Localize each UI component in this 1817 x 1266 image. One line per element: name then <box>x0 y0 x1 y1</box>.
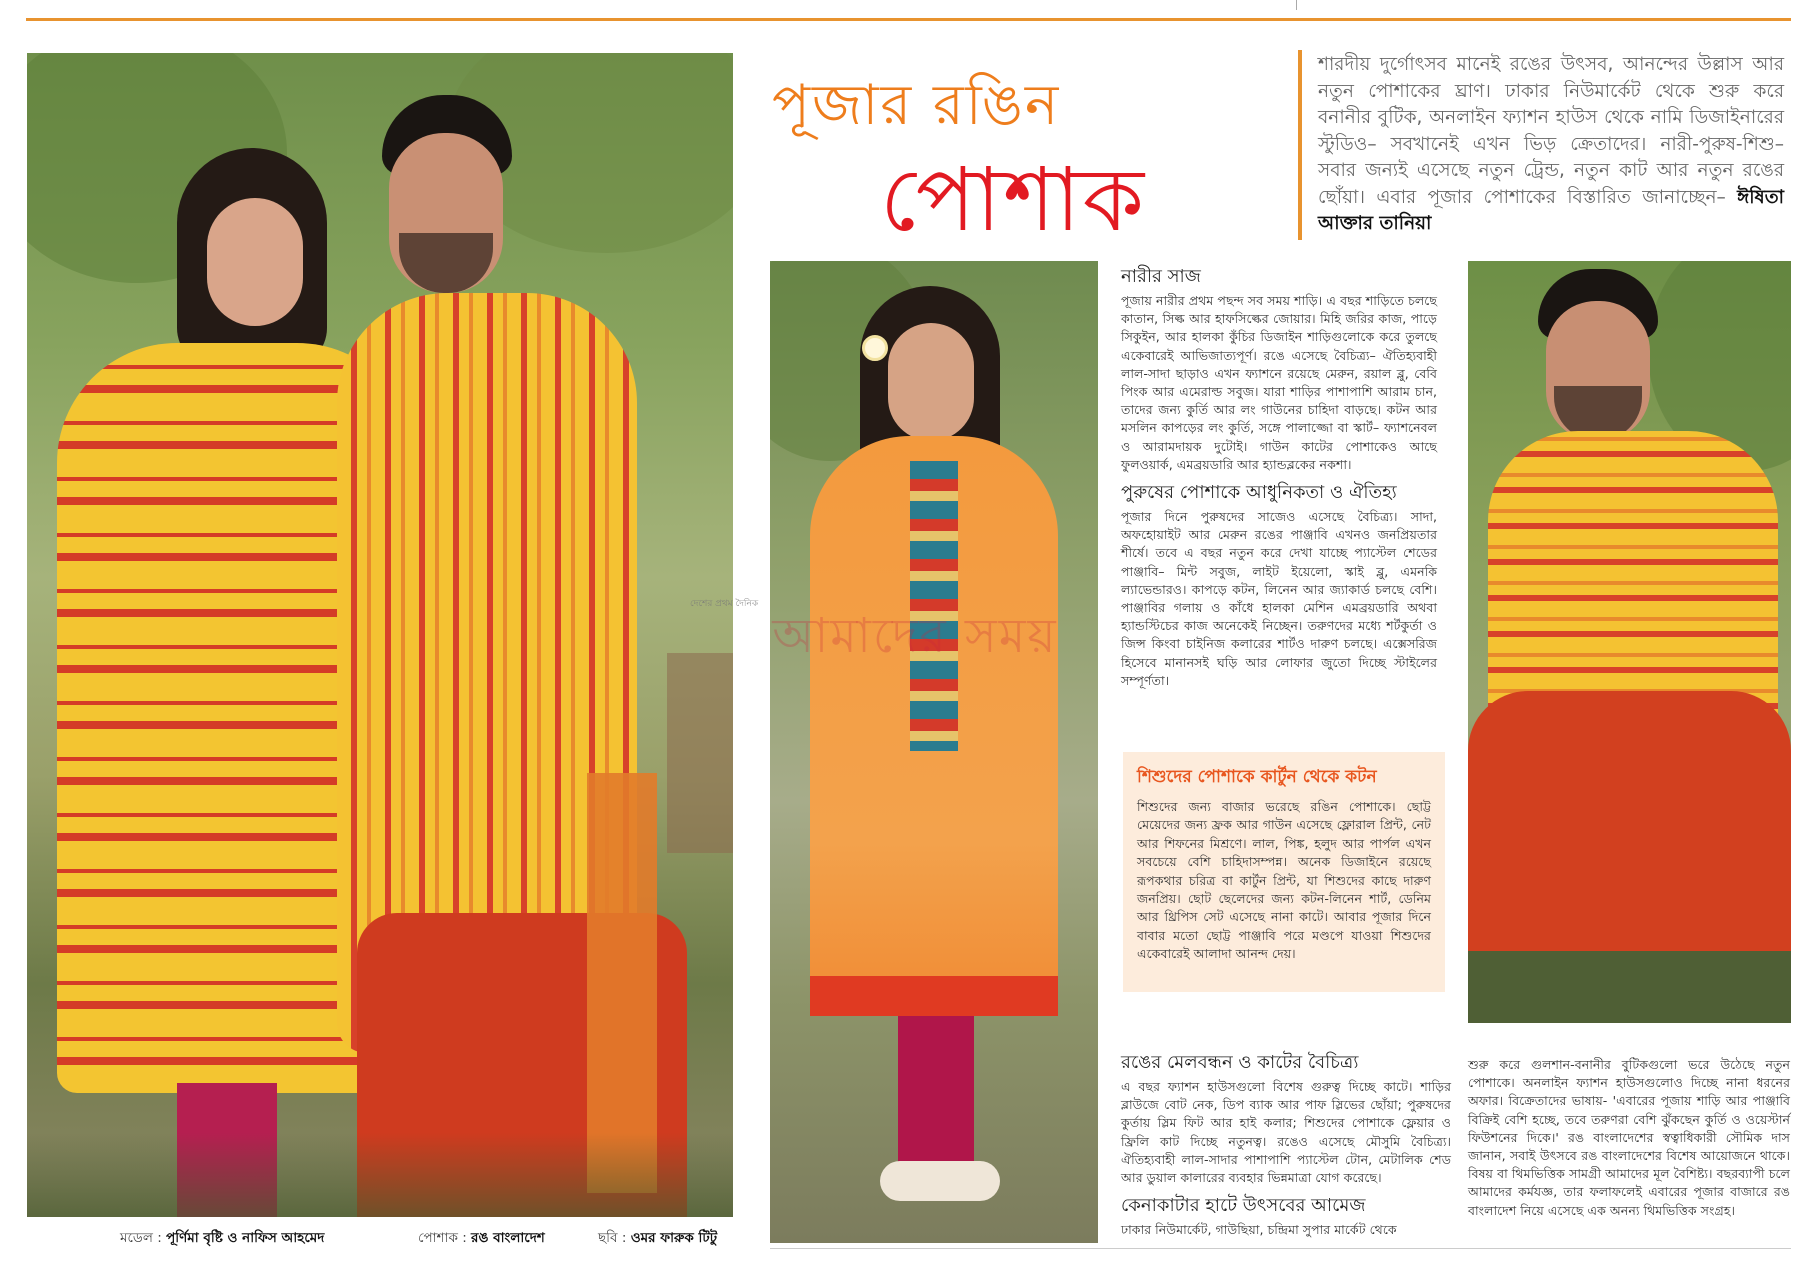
kurti-hem-border <box>810 976 1058 1016</box>
men-body: পূজার দিনে পুরুষদের সাজেও এসেছে বৈচিত্র্য। সাদা, অফহোয়াইট আর মেরুন রঙের পাঞ্জাবি এখনও জনপ্রিয়তার শীর্ষে। তবে এ বছর নতুন করে দেখা যাচ্ছে প্যাস্টেল শেডের পাঞ্জাবি– মিন্ট সবুজ, লাইট ইয়েলো, স্কাই ব্লু, এমনকি ল্যাভেন্ডারও। কাপড়ে কটন, লিনেন আর জ্যাকার্ড চলছে বেশি। পাঞ্জাবির গলায় ও কাঁধে হালকা মেশিন এমব্রয়ডারি অথবা হ্যান্ডস্টিচের কাজ অনেকেই নিচ্ছেন। তরুণদের মধ্যে শর্টকুর্তা ও জিন্স কিংবা চাইনিজ কলারের শার্টও দারুণ চলছে। এক্সেসরিজ হিসেবে মানানসই ঘড়ি আর লোফার জুতো দিচ্ছে স্টাইলের সম্পূর্ণতা। <box>1121 509 1437 688</box>
market-heading: কেনাকাটার হাটে উৎসবের আমেজ <box>1121 1195 1366 1217</box>
men-heading: পুরুষের পোশাকে আধুনিকতা ও ঐতিহ্য <box>1121 482 1397 504</box>
article-column-bottom-middle <box>1121 1052 1451 1239</box>
intro-text: শারদীয় দুর্গোৎসব মানেই রঙের উৎসব, আনন্দের উল্লাস আর নতুন পোশাকের ঘ্রাণ। ঢাকার নিউমার্কেট থেকে শুরু করে বনানীর বুটিক, অনলাইন ফ্যাশন হাউস থেকে নামি ডিজাইনারের স্টুডিও– সবখানেই এখন ভিড় ক্রেতাদের। নারী-পুরুষ-শিশু– সবার জন্যই এসেছে নতুন ট্রেন্ড, নতুন কাট আর নতুন রঙের ছোঁয়া। এবার পূজার পোশাকের বিস্তারিত জানাচ্ছেন– <box>1318 54 1784 208</box>
credit-model <box>120 1227 324 1250</box>
headline-line-1: পূজার রঙিন <box>772 73 1061 138</box>
dhoti-border <box>587 773 657 1193</box>
credit-model-names: পূর্ণিমা বৃষ্টি ও নাফিস আহমেদ <box>166 1230 325 1246</box>
colors-heading: রঙের মেলবন্ধন ও কাটের বৈচিত্র্য <box>1121 1052 1359 1073</box>
credit-outfit-label: পোশাক : <box>418 1230 467 1246</box>
watermark-tagline: দেশের প্রথম দৈনিক <box>690 599 759 609</box>
women-heading: নারীর সাজ <box>1121 266 1201 287</box>
credit-outfit <box>418 1227 545 1250</box>
fence-post <box>667 653 733 853</box>
man-photo <box>1468 261 1791 1023</box>
foreground-plants <box>27 1133 733 1217</box>
credit-photo <box>598 1227 717 1250</box>
market-body: ঢাকার নিউমার্কেট, গাউছিয়া, চন্দ্রিমা সুপার মার্কেট থেকে <box>1121 1222 1397 1238</box>
colors-body: এ বছর ফ্যাশন হাউসগুলো বিশেষ গুরুত্ব দিচ্ছে কাটে। শাড়ির ব্লাউজে বোট নেক, ডিপ ব্যাক আর পাফ স্লিভের ছোঁয়া; পুরুষদের কুর্তায় স্লিম ফিট আর হাই কলার; শিশুদের পোশাকে ফ্লেয়ার ও ফ্রিলি কাট দিচ্ছে নতুনত্ব। রঙেও এসেছে মৌসুমি বৈচিত্র্য। ঐতিহ্যবাহী লাল-সাদার পাশাপাশি প্যাস্টেল টোন, মেটালিক শেড আর ডুয়াল কালারের ব্যবহার ভিন্নমাত্রা যোগ করেছে। <box>1121 1079 1451 1186</box>
women-body: পূজায় নারীর প্রথম পছন্দ সব সময় শাড়ি। এ বছর শাড়িতে চলছে কাতান, সিল্ক আর হাফসিল্কের জোয়ার। মিহি জরির কাজ, পাড়ে সিকুইন, আর হালকা কুঁচির ডিজাইন শাড়িগুলোকে করে তুলছে একেবারেই আভিজাত্যপূর্ণ। রঙে এসেছে বৈচিত্র্য– ঐতিহ্যবাহী লাল-সাদা ছাড়াও এখন ফ্যাশনে রয়েছে মেরুন, রয়াল ব্লু, বেবি পিংক আর এমেরাল্ড সবুজ। যারা শাড়ির পাশাপাশি আরাম চান, তাদের জন্য কুর্তি আর লং গাউনের চাহিদা বাড়ছে। কটন আর মসলিন কাপড়ের লং কুর্তি, সঙ্গে পালাজ্জো বা স্কার্ট– ফ্যাশনেবল ও আরামদায়ক দুটোই। গাউন কাটের পোশাকেও আছে ফুলওয়ার্ক, এমব্রয়ডারি আর হ্যান্ডব্লকের নকশা। <box>1121 293 1437 472</box>
ground <box>1468 951 1791 1023</box>
man-dhoti <box>1468 691 1791 971</box>
credit-outfit-name: রঙ বাংলাদেশ <box>471 1230 545 1246</box>
kids-sidebar-box <box>1123 752 1445 992</box>
credit-photo-label: ছবি : <box>598 1230 627 1246</box>
flower-icon <box>862 335 888 361</box>
top-tick <box>1296 0 1297 10</box>
bottom-rule <box>770 1248 1791 1249</box>
article-column-middle <box>1121 266 1437 690</box>
woman-face <box>207 198 303 326</box>
market-continued-body: শুরু করে গুলশান-বনানীর বুটিকগুলো ভরে উঠেছে নতুন পোশাকে। অনলাইন ফ্যাশন হাউসগুলোও দিচ্ছে নানা ধরনের অফার। বিক্রেতাদের ভাষায়- 'এবারের পূজায় শাড়ি আর পাঞ্জাবি বিক্রিই বেশি হচ্ছে, তবে তরুণরা বেশি ঝুঁকছেন কুর্তি ও ওয়েস্টার্ন ফিউশনের দিকে।' রঙ বাংলাদেশের স্বত্বাধিকারী সৌমিক দাস জানান, সবাই উৎসবে রঙ বাংলাদেশের বিশেষ আয়োজনে থাকে। বিষয় বা থিমভিত্তিক সামগ্রী আমাদের মূল বৈশিষ্ট্য। বছরব্যাপী চলে আমাদের কর্মযজ্ঞ, তার ফলাফলেই এবারের পূজার বাজারে রঙ বাংলাদেশ নিয়ে এসেছে এক অনন্য থিমভিত্তিক সংগ্রহ। <box>1468 1057 1790 1218</box>
credit-photo-name: ওমর ফারুক টিটু <box>630 1230 718 1246</box>
intro-byline: ঈষিতা আক্তার তানিয়া <box>1318 186 1784 234</box>
article-column-bottom-right <box>1468 1056 1790 1220</box>
woman-photo <box>770 261 1098 1243</box>
credit-model-label: মডেল : <box>120 1230 162 1246</box>
kids-body: শিশুদের জন্য বাজার ভরেছে রঙিন পোশাকে। ছোট্ট মেয়েদের জন্য ফ্রক আর গাউন এসেছে ফ্লোরাল প্রিন্ট, নেট আর শিফনের মিশ্রণে। লাল, পিঙ্ক, হলুদ আর পার্পল এখন সবচেয়ে বেশি চাহিদাসম্পন্ন। অনেক ডিজাইনে রয়েছে রূপকথার চরিত্র বা কার্টুন প্রিন্ট, যা শিশুদের কাছে দারুণ জনপ্রিয়। ছোট ছেলেদের জন্য কটন-লিনেন শার্ট, ডেনিম আর থ্রিপিস সেট এসেছে নানা কাটে। আবার পূজার দিনে বাবার মতো ছোট্ট পাঞ্জাবি পরে মণ্ডপে যাওয়া শিশুদের একেবারেই আলাদা আনন্দ দেয়। <box>1137 799 1431 962</box>
couple-photo <box>27 53 733 1217</box>
woman-face <box>888 323 974 441</box>
headline-line-2: পোশাক <box>880 148 1147 251</box>
watermark-logo: আমাদের সময় <box>772 608 1058 664</box>
top-rule <box>26 18 1791 21</box>
woman-leggings <box>898 1016 974 1166</box>
woman-shoes <box>880 1161 1000 1201</box>
kids-heading: শিশুদের পোশাকে কার্টুন থেকে কটন <box>1137 767 1377 787</box>
intro-paragraph <box>1318 52 1784 238</box>
intro-rule <box>1298 50 1302 240</box>
